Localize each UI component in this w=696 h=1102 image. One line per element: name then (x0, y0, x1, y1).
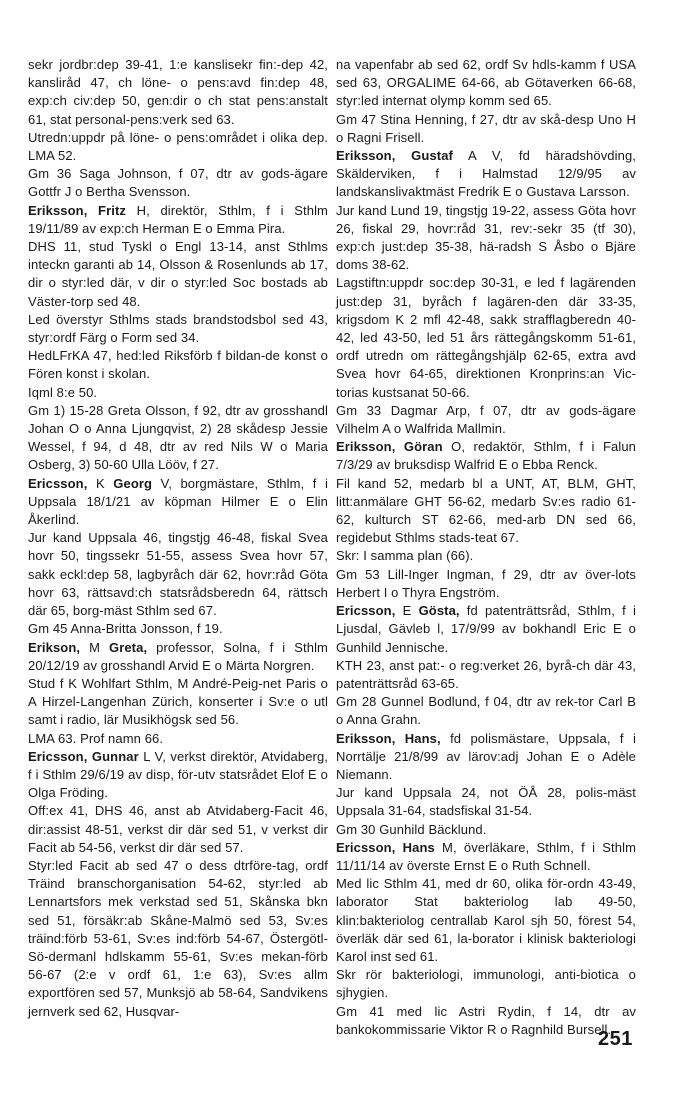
person-entry (336, 147, 636, 202)
entry-text: fd polismästare, Uppsala, f i Norrtälje 21/8/99 av lärov:adj Johan E o Adèle Niemann. (336, 730, 636, 782)
entry-paragraph (336, 274, 636, 401)
entry-paragraph (28, 802, 328, 857)
entry-paragraph (336, 111, 636, 147)
entry-text: A V, fd häradshövding, Skälderviken, f i Halmstad 12/9/95 av landskanslivaktmäst Fredrik E o Gustava Larsson. (336, 148, 636, 200)
entry-paragraph (336, 875, 636, 966)
entry-paragraph (28, 56, 328, 129)
entry-text: sekr jordbr:dep 39-41, 1:e kanslisekr fin:-dep 42, kansliråd 47, ch löne- o pens:avd fin:dep 48, exp:ch civ:dep 50, gen:dir o ch stat pens:anstalt 61, stat personal-pens:verk sed 63. (28, 57, 328, 127)
entry-text: Gm 33 Dagmar Arp, f 07, dtr av gods-ägare Vilhelm A o Walfrida Mallmin. (336, 402, 636, 437)
entry-text: Utredn:uppdr på löne- o pens:området i olika dep. LMA 52. (28, 129, 328, 164)
entry-paragraph (28, 311, 328, 347)
entry-name: Eriksson, Fritz (28, 202, 126, 218)
entry-paragraph (28, 857, 328, 1021)
entry-paragraph (336, 202, 636, 275)
entry-name: Eriksson, Gustaf (336, 148, 453, 164)
person-entry (28, 475, 328, 530)
entry-text: KTH 23, anst pat:- o reg:verket 26, byrå-ch där 43, patenträttsråd 63-65. (336, 657, 636, 691)
entry-name: Ericsson, Hans (336, 839, 435, 855)
entry-text: Gm 41 med lic Astri Rydin, f 14, dtr av bankokommissarie Viktor R o Ragnhild Bursell. (336, 1003, 636, 1037)
entry-paragraph (336, 966, 636, 1002)
entry-text: Stud f K Wohlfart Sthlm, M André-Peig-net Paris o A Hirzel-Langenhan Zürich, konserter i Sv:e o utl samt i radio, lär Musikhögsk sed 56. (28, 675, 328, 728)
entry-name: Eriksson, Hans, (336, 730, 441, 746)
entry-name: Eriksson, Göran (336, 439, 443, 455)
entry-text: L V, verkst direktör, Atvidaberg, f i Sthlm 29/6/19 av disp, för-utv statsrådet Elof E o Olga Fröding. (28, 748, 328, 801)
entry-text: Gm 30 Gunhild Bäcklund. (336, 821, 487, 837)
entry-text: Gm 53 Lill-Inger Ingman, f 29, dtr av över-lots Herbert I o Thyra Engström. (336, 566, 636, 600)
entry-text: Gm 1) 15-28 Greta Olsson, f 92, dtr av grosshandl Johan O o Anna Ljungqvist, 2) 28 skådesp Jessie Wessel, f 94, d 48, dtr av red Nils W o Maria Osberg, 3) 50-60 Ulla Lööv, f 27. (28, 402, 328, 473)
person-entry (28, 639, 328, 675)
entry-text: Styr:led Facit ab sed 47 o dess dtrföre-tag, ordf Träind branschorganisation 54-62, styr:led ab Lennartsfors mek verkstad sed 51, Skånska bkn sed 51, försäkr:ab Skåne-Malmö sed 53, Sv:es träind:förb 53-61, Sv:es ind:förb 54-67, Östergötl-Sö-dermanl hdlskamm 55-61, Sv:es mekan-förb 56-67 (2:e v ordf 61, 1:e 63), Sv:es allm exportfören sed 57, Munksjö ab 58-64, Sandvikens jernverk sed 62, Husqvar- (28, 857, 328, 1019)
entry-paragraph (28, 620, 328, 638)
entry-paragraph (28, 384, 328, 402)
person-entry (28, 202, 328, 238)
entry-paragraph (28, 675, 328, 730)
entry-paragraph (336, 56, 636, 111)
entry-name-part: Greta, (108, 639, 148, 655)
entry-paragraph (336, 402, 636, 438)
entry-text: V, borgmästare, Sthlm, f i Uppsala 18/1/21 av köpman Hilmer E o Elin Åkerlind. (28, 475, 329, 528)
person-entry (28, 748, 328, 803)
entry-paragraph (336, 547, 636, 565)
entry-text: O, redaktör, Sthlm, f i Falun 7/3/29 av bruksdisp Walfrid E o Ebba Renck. (336, 439, 636, 473)
entry-text: Off:ex 41, DHS 46, anst ab Atvidaberg-Facit 46, dir:assist 48-51, verkst dir där sed 51, v verkst dir Facit ab 54-56, verkst dir där sed 57. (28, 803, 328, 855)
entry-name: Erikson, (28, 639, 81, 655)
entry-text: Gm 36 Saga Johnson, f 07, dtr av gods-ägare Gottfr J o Bertha Svensson. (28, 166, 328, 200)
person-entry (336, 730, 636, 785)
entry-text: professor, Solna, f i Sthlm 20/12/19 av grosshandl Arvid E o Märta Norgren. (28, 639, 328, 673)
entry-text: M (80, 639, 109, 655)
person-entry (336, 839, 636, 875)
entry-paragraph (336, 784, 636, 820)
entry-text: Med lic Sthlm 41, med dr 60, olika för-ordn 43-49, laborator Stat bakteriolog lab 49-50, klin:bakteriolog centrallab Karol sjh 50, förest 54, överläk där sed 61, la-borator i klinisk bakteriologi Karol inst sed 61. (336, 876, 636, 964)
entry-text: Iqml 8:e 50. (28, 384, 98, 400)
entry-paragraph (28, 165, 328, 201)
entry-paragraph (28, 529, 328, 620)
entry-paragraph (336, 566, 636, 602)
entry-text: Gm 28 Gunnel Bodlund, f 04, dtr av rek-tor Carl B o Anna Grahn. (336, 694, 636, 728)
entry-paragraph (28, 238, 328, 311)
entry-paragraph (336, 657, 636, 693)
left-column (28, 56, 328, 1021)
entry-text: fd patenträttsråd, Sthlm, f i Ljusdal, Gävleb l, 17/9/99 av bokhandl Eric E o Gunhild Jennische. (336, 603, 636, 655)
entry-paragraph (336, 693, 636, 729)
page-number: 251 (598, 1028, 633, 1050)
entry-paragraph (336, 821, 636, 839)
entry-name: Ericsson, (336, 603, 396, 619)
entry-paragraph (336, 475, 636, 548)
entry-text: Fil kand 52, medarb bl a UNT, AT, BLM, GHT, litt:anmälare GHT 56-62, medarb Sv:es radio 61-62, kulturch ST 62-66, med-arb DN sed 66, regidebut Sthlms stads-teat 67. (336, 475, 636, 546)
person-entry (336, 602, 636, 657)
entry-text: DHS 11, stud Tyskl o Engl 13-14, anst Sthlms inteckn garanti ab 14, Olsson & Rosenlunds ab 17, dir o styr:led där, v dir o styr:led Soc bostads ab Väster-torp sed 48. (28, 239, 328, 309)
entry-text: E (395, 603, 419, 619)
entry-text: K (87, 475, 114, 491)
entry-name-part: Gösta, (418, 603, 460, 619)
entry-paragraph (28, 347, 328, 383)
entry-text: Jur kand Lund 19, tingstjg 19-22, assess Göta hovr 26, fiskal 29, hovr:råd 31, rev:-sekr 35 (tf 30), exp:ch just:dep 35-38, hä-radsh S Åsbo o Bjäre doms 38-62. (336, 202, 636, 273)
entry-text: LMA 63. Prof namn 66. (28, 730, 164, 746)
entry-name-part: Georg (113, 475, 153, 491)
entry-text: H, direktör, Sthlm, f i Sthlm 19/11/89 av exp:ch Herman E o Emma Pira. (28, 202, 328, 236)
entry-paragraph (28, 129, 328, 165)
entry-text: HedLFrKA 47, hed:led Riksförb f bildan-de konst o Fören konst i skolan. (28, 348, 328, 382)
entry-paragraph (28, 402, 328, 475)
entry-paragraph (336, 1003, 636, 1039)
entry-text: Skr rör bakteriologi, immunologi, anti-biotica o sjhygien. (336, 967, 636, 1001)
right-column (336, 56, 636, 1039)
entry-text: Led överstyr Sthlms stads brandstodsbol sed 43, styr:ordf Färg o Form sed 34. (28, 311, 328, 346)
entry-name: Ericsson, (28, 475, 88, 491)
entry-text: Gm 47 Stina Henning, f 27, dtr av skå-desp Uno H o Ragni Frisell. (336, 111, 636, 145)
entry-text: Jur kand Uppsala 24, not ÖÅ 28, polis-mäst Uppsala 31-64, stadsfiskal 31-54. (336, 785, 636, 819)
entry-name: Ericsson, Gunnar (28, 748, 139, 764)
entry-text: Jur kand Uppsala 46, tingstjg 46-48, fiskal Svea hovr 50, tingssekr 51-55, assess Svea hovr 57, sakk eckl:dep 58, lagbyråch där 62, hovr:råd Göta hovr 63, rättsavd:ch statsrådsberedn 64, rättsch där 65, borg-mäst Sthlm sed 67. (28, 530, 328, 619)
entry-text: M, överläkare, Sthlm, f i Sthlm 11/11/14 av överste Ernst E o Ruth Schnell. (336, 839, 636, 873)
entry-paragraph (28, 730, 328, 748)
entry-text: Lagstiftn:uppdr soc:dep 30-31, e led f lagärenden just:dep 31, byråch f lagären-den där 33-35, krigsdom K 2 mfl 42-48, sakk strafflagberedn 40-42, led 43-50, led 51 års rättegångskomm 51-61, ordf utredn om rättegångshjälp 62-65, extra avd Svea hovr 64-65, direktionen Kronprins:an Vic-torias kustsanat 50-66. (336, 275, 636, 400)
entry-text: na vapenfabr ab sed 62, ordf Sv hdls-kamm f USA sed 63, ORGALIME 64-66, ab Götaverken 66-68, styr:led internat olymp komm sed 65. (336, 57, 636, 109)
entry-text: Gm 45 Anna-Britta Jonsson, f 19. (28, 621, 223, 637)
entry-text: Skr: I samma plan (66). (336, 548, 474, 564)
person-entry (336, 438, 636, 474)
